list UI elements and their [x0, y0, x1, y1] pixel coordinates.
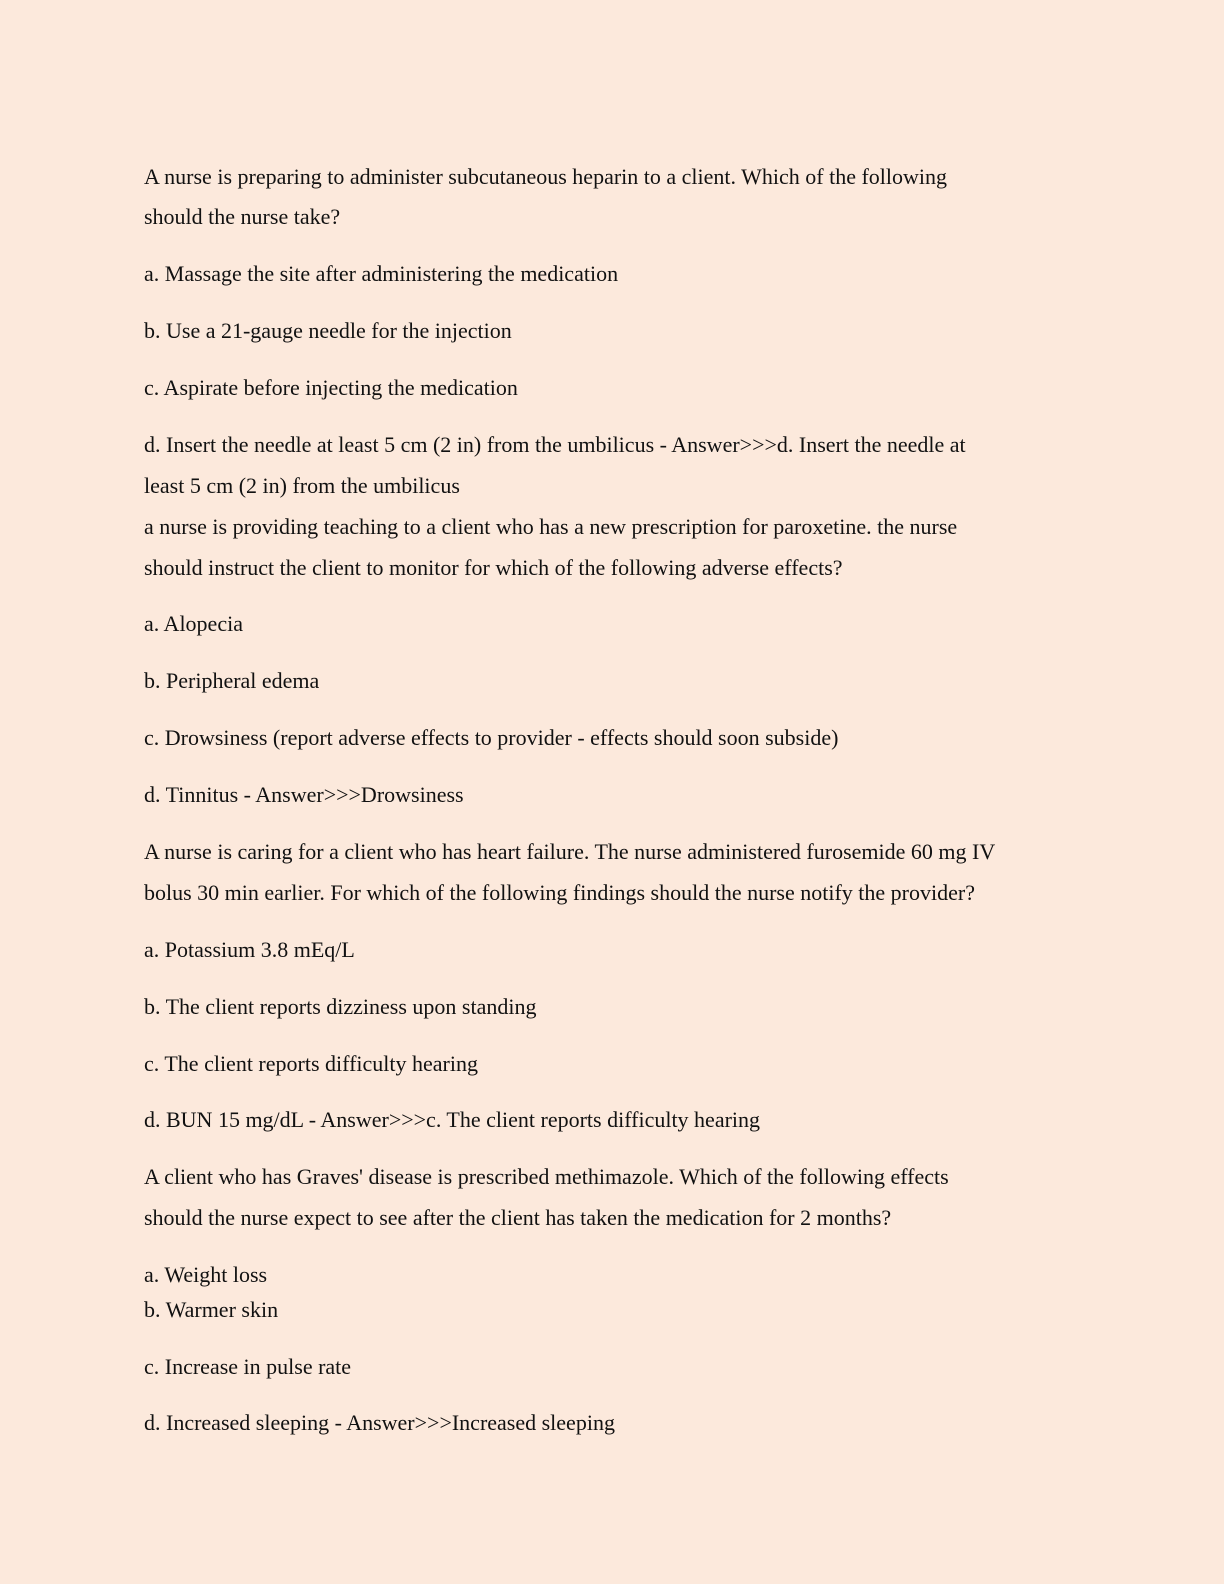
- q2-option-a: a. Alopecia: [144, 611, 243, 636]
- q2-option-b: b. Peripheral edema: [144, 668, 320, 693]
- q1-answer-continued: least 5 cm (2 in) from the umbilicus: [144, 473, 460, 498]
- q4-option-c: c. Increase in pulse rate: [144, 1354, 352, 1379]
- q2-stem-line-2: should instruct the client to monitor for which of the following adverse effects?: [144, 555, 843, 580]
- q3-stem-line-2: bolus 30 min earlier. For which of the following findings should the nurse notify the provider?: [144, 880, 975, 905]
- q1-option-b: b. Use a 21-gauge needle for the injection: [144, 318, 512, 343]
- q2-stem-line-1: a nurse is providing teaching to a client who has a new prescription for paroxetine. the nurse: [144, 514, 958, 539]
- q3-option-a: a. Potassium 3.8 mEq/L: [144, 937, 355, 962]
- q2-option-d-answer: d. Tinnitus - Answer>>>Drowsiness: [144, 782, 464, 807]
- q4-stem-line-2: should the nurse expect to see after the client has taken the medication for 2 months?: [144, 1205, 892, 1230]
- q4-stem-line-1: A client who has Graves' disease is prescribed methimazole. Which of the following effects: [144, 1164, 949, 1189]
- q4-option-d-answer: d. Increased sleeping - Answer>>>Increased sleeping: [144, 1410, 615, 1435]
- q1-stem-line-2: should the nurse take?: [144, 204, 341, 229]
- q2-option-c: c. Drowsiness (report adverse effects to provider - effects should soon subside): [144, 725, 839, 750]
- q1-stem-line-1: A nurse is preparing to administer subcutaneous heparin to a client. Which of the following: [144, 164, 948, 189]
- q4-option-a: a. Weight loss: [144, 1262, 268, 1287]
- q3-option-d-answer: d. BUN 15 mg/dL - Answer>>>c. The client reports difficulty hearing: [144, 1107, 761, 1132]
- q1-option-c: c. Aspirate before injecting the medication: [144, 375, 518, 400]
- q1-option-a: a. Massage the site after administering the medication: [144, 261, 619, 286]
- q3-option-c: c. The client reports difficulty hearing: [144, 1051, 478, 1076]
- q4-option-b: b. Warmer skin: [144, 1297, 279, 1322]
- q3-stem-line-1: A nurse is caring for a client who has heart failure. The nurse administered furosemide 60 mg IV: [144, 839, 996, 864]
- q1-option-d-answer: d. Insert the needle at least 5 cm (2 in) from the umbilicus - Answer>>>d. Insert the needle at: [144, 432, 966, 457]
- q3-option-b: b. The client reports dizziness upon standing: [144, 994, 537, 1019]
